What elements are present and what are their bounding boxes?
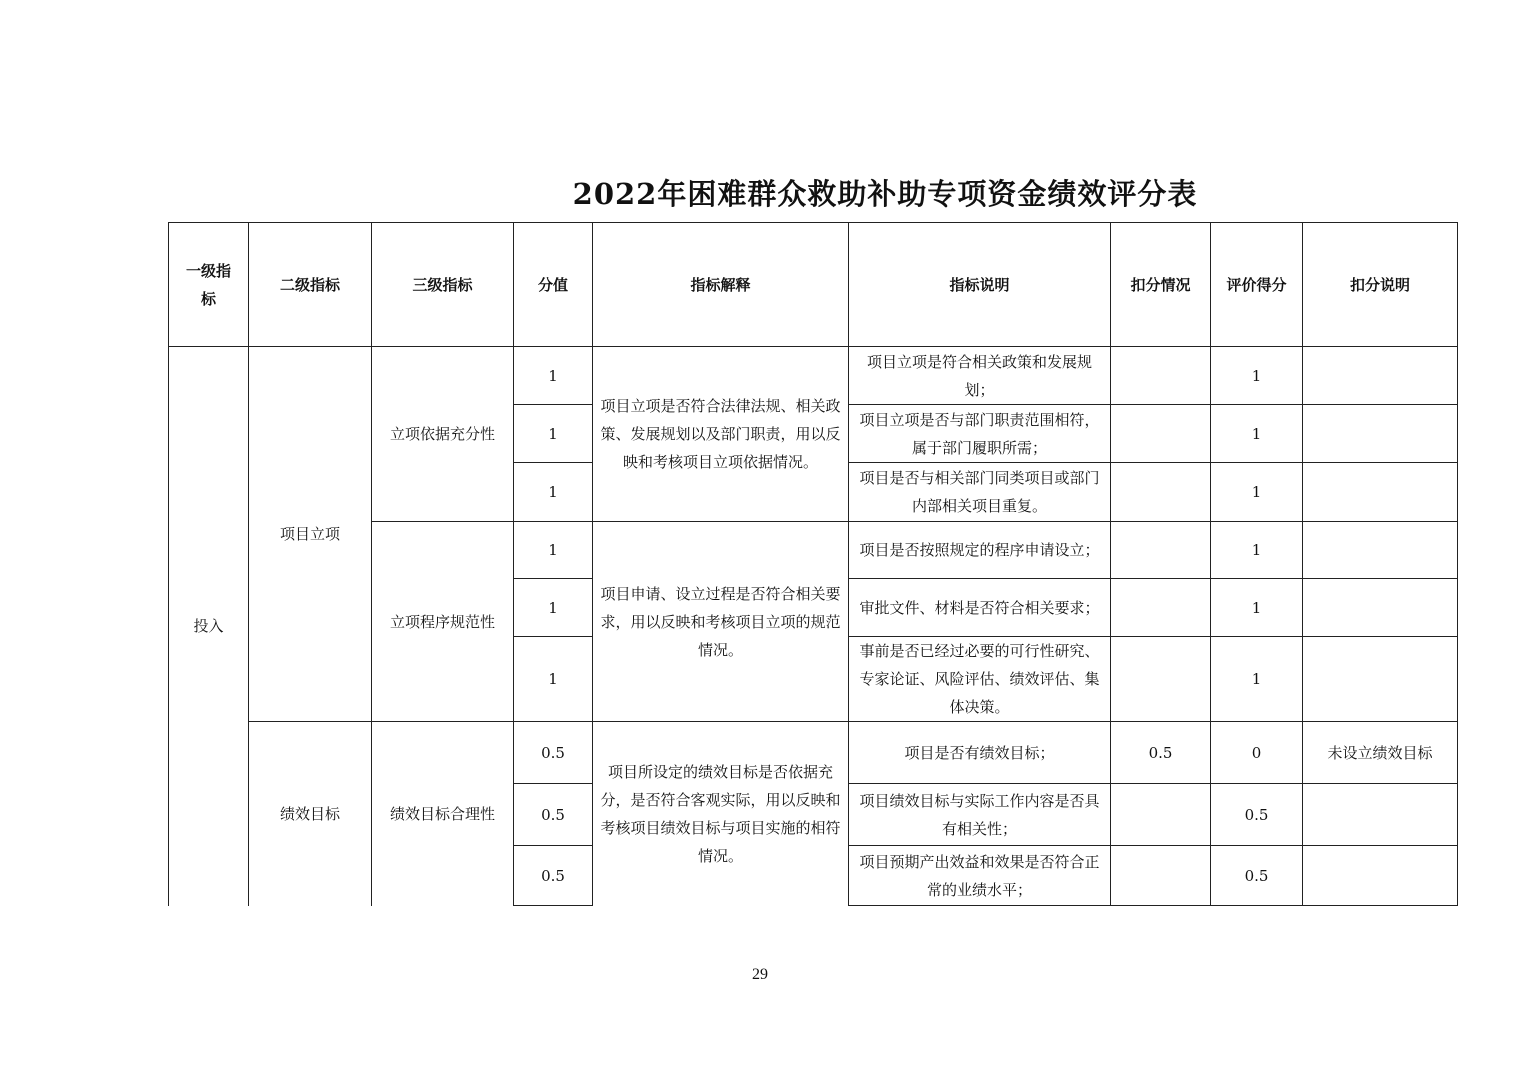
score-cell: 0.5: [514, 784, 593, 846]
result-cell: 0.5: [1211, 846, 1303, 906]
score-cell: 1: [514, 522, 593, 579]
score-cell: 1: [514, 347, 593, 405]
deduction-cell: 0.5: [1111, 722, 1211, 784]
header-score: 分值: [514, 223, 593, 347]
result-cell: 1: [1211, 347, 1303, 405]
remark-cell: [1303, 463, 1458, 522]
deduction-cell: [1111, 579, 1211, 637]
result-cell: 1: [1211, 637, 1303, 722]
level3-cell: 立项依据充分性: [372, 347, 514, 522]
remark-cell: 未设立绩效目标: [1303, 722, 1458, 784]
deduction-cell: [1111, 405, 1211, 463]
remark-cell: [1303, 347, 1458, 405]
result-cell: 1: [1211, 463, 1303, 522]
table-row: [169, 722, 1458, 784]
note-cell: 项目立项是符合相关政策和发展规划；: [849, 347, 1111, 405]
remark-cell: [1303, 522, 1458, 579]
remark-cell: [1303, 405, 1458, 463]
note-cell: 项目立项是否与部门职责范围相符，属于部门履职所需；: [849, 405, 1111, 463]
remark-cell: [1303, 846, 1458, 906]
note-cell: 审批文件、材料是否符合相关要求；: [849, 579, 1111, 637]
header-note: 指标说明: [849, 223, 1111, 347]
remark-cell: [1303, 784, 1458, 846]
level2-cell: 绩效目标: [249, 722, 372, 906]
score-table: [168, 222, 1458, 906]
score-cell: 0.5: [514, 846, 593, 906]
header-remark: 扣分说明: [1303, 223, 1458, 347]
score-cell: 1: [514, 405, 593, 463]
note-cell: 事前是否已经过必要的可行性研究、专家论证、风险评估、绩效评估、集体决策。: [849, 637, 1111, 722]
note-cell: 项目是否与相关部门同类项目或部门内部相关项目重复。: [849, 463, 1111, 522]
note-cell: 项目是否有绩效目标；: [849, 722, 1111, 784]
level1-cell: 投入: [169, 347, 249, 906]
result-cell: 1: [1211, 522, 1303, 579]
header-level1: 一级指标: [169, 223, 249, 347]
note-cell: 项目绩效目标与实际工作内容是否具有相关性；: [849, 784, 1111, 846]
page-title: 2022年困难群众救助补助专项资金绩效评分表: [572, 177, 1198, 211]
page-number: 29: [752, 966, 768, 983]
deduction-cell: [1111, 846, 1211, 906]
deduction-cell: [1111, 347, 1211, 405]
result-cell: 1: [1211, 405, 1303, 463]
header-level2: 二级指标: [249, 223, 372, 347]
header-result: 评价得分: [1211, 223, 1303, 347]
level3-cell: 立项程序规范性: [372, 522, 514, 722]
deduction-cell: [1111, 463, 1211, 522]
score-cell: 0.5: [514, 722, 593, 784]
table-header: [169, 223, 1458, 347]
score-cell: 1: [514, 637, 593, 722]
note-cell: 项目预期产出效益和效果是否符合正常的业绩水平；: [849, 846, 1111, 906]
header-deduction: 扣分情况: [1111, 223, 1211, 347]
result-cell: 1: [1211, 579, 1303, 637]
result-cell: 0: [1211, 722, 1303, 784]
table-row: [169, 347, 1458, 405]
level3-cell: 绩效目标合理性: [372, 722, 514, 906]
explanation-cell: 项目立项是否符合法律法规、相关政策、发展规划以及部门职责，用以反映和考核项目立项依据情况。: [593, 347, 849, 522]
score-cell: 1: [514, 463, 593, 522]
header-explanation: 指标解释: [593, 223, 849, 347]
remark-cell: [1303, 579, 1458, 637]
explanation-cell: 项目所设定的绩效目标是否依据充分，是否符合客观实际，用以反映和考核项目绩效目标与项目实施的相符情况。: [593, 722, 849, 906]
deduction-cell: [1111, 637, 1211, 722]
deduction-cell: [1111, 784, 1211, 846]
remark-cell: [1303, 637, 1458, 722]
level2-cell: 项目立项: [249, 347, 372, 722]
score-cell: 1: [514, 579, 593, 637]
explanation-cell: 项目申请、设立过程是否符合相关要求，用以反映和考核项目立项的规范情况。: [593, 522, 849, 722]
header-level3: 三级指标: [372, 223, 514, 347]
result-cell: 0.5: [1211, 784, 1303, 846]
deduction-cell: [1111, 522, 1211, 579]
note-cell: 项目是否按照规定的程序申请设立；: [849, 522, 1111, 579]
